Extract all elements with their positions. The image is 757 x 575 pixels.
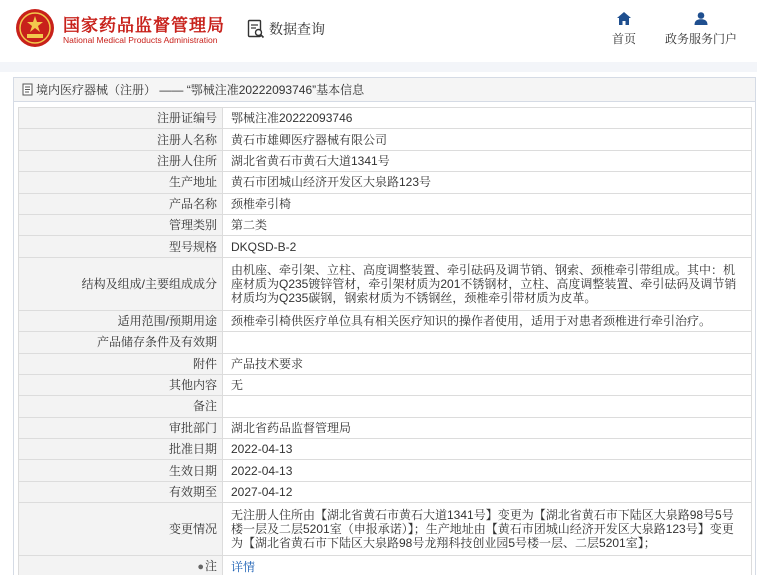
nav-home[interactable]	[604, 12, 644, 47]
field-label: 注册人住所	[19, 150, 223, 171]
user-icon	[694, 12, 708, 25]
field-value: DKQSD-B-2	[223, 236, 752, 257]
record-info-table	[18, 107, 752, 575]
field-value	[223, 332, 752, 353]
field-value: 无	[223, 374, 752, 395]
table-row	[19, 353, 752, 374]
field-label: 审批部门	[19, 417, 223, 438]
field-value: 2022-04-13	[223, 439, 752, 460]
header-divider	[0, 62, 757, 72]
field-label: 变更情况	[19, 503, 223, 556]
search-document-icon	[247, 19, 265, 39]
field-value: 产品技术要求	[223, 353, 752, 374]
breadcrumb-separator: ——	[159, 83, 184, 97]
table-row	[19, 193, 752, 214]
field-value: 湖北省药品监督管理局	[223, 417, 752, 438]
record-detail-panel	[13, 77, 756, 575]
field-label: 型号规格	[19, 236, 223, 257]
field-value: 2022-04-13	[223, 460, 752, 481]
field-label: 适用范围/预期用途	[19, 310, 223, 331]
field-value: 黄石市雄卿医疗器械有限公司	[223, 129, 752, 150]
document-icon	[22, 83, 34, 96]
field-label: 产品储存条件及有效期	[19, 332, 223, 353]
field-value: 颈椎牵引椅供医疗单位具有相关医疗知识的操作者使用，适用于对患者颈椎进行牵引治疗。	[223, 310, 752, 331]
table-row	[19, 396, 752, 417]
table-row	[19, 503, 752, 556]
field-value: 2027-04-12	[223, 481, 752, 502]
brand-name-en: National Medical Products Administration	[63, 35, 218, 45]
nav-service-portal[interactable]	[660, 12, 742, 47]
field-label: 附件	[19, 353, 223, 374]
field-label: 生效日期	[19, 460, 223, 481]
table-row	[19, 257, 752, 310]
nav-home-label: 首页	[611, 32, 636, 46]
table-row	[19, 236, 752, 257]
table-row	[19, 417, 752, 438]
nav-service-portal-label: 政务服务门户	[664, 32, 737, 46]
data-search-label: 数据查询	[269, 21, 325, 37]
site-header	[0, 0, 757, 62]
note-label-cell	[19, 556, 223, 575]
field-label: 有效期至	[19, 481, 223, 502]
table-row	[19, 108, 752, 129]
table-row	[19, 374, 752, 395]
table-row	[19, 439, 752, 460]
field-label: 结构及组成/主要组成成分	[19, 257, 223, 310]
table-row	[19, 172, 752, 193]
field-value	[223, 396, 752, 417]
brand-name-cn[interactable]: 国家药品监督管理局	[63, 16, 225, 35]
field-label: 备注	[19, 396, 223, 417]
table-row	[19, 150, 752, 171]
nmpa-emblem-logo[interactable]	[15, 8, 55, 48]
table-row	[19, 129, 752, 150]
field-value: 无注册人住所由【湖北省黄石市黄石大道1341号】变更为【湖北省黄石市下陆区大泉路98号5号楼一层及二层5201室（申报承诺）】；生产地址由【黄石市团城山经济开发区大泉路123号】变更为【湖北省黄石市下陆区大泉路98号龙翔科技创业园5号楼一层、二层5201室】；	[223, 503, 752, 556]
field-label: 批准日期	[19, 439, 223, 460]
breadcrumb	[14, 78, 755, 102]
breadcrumb-category[interactable]: 境内医疗器械（注册）	[36, 83, 157, 97]
field-label: 生产地址	[19, 172, 223, 193]
home-icon	[617, 12, 631, 25]
field-value: 由机座、牵引架、立柱、高度调整装置、牵引砝码及调节销、钢索、颈椎牵引带组成。其中：机座材质为Q235镀锌管材，牵引架材质为201不锈钢材，立柱、高度调整装置、牵引砝码及调节销材质均为Q235碳钢，钢索材质为不锈钢丝，颈椎牵引带材质为皮革。	[223, 257, 752, 310]
field-value: 第二类	[223, 214, 752, 235]
field-label: 注册证编号	[19, 108, 223, 129]
field-value: 湖北省黄石市黄石大道1341号	[223, 150, 752, 171]
table-row	[19, 556, 752, 575]
lightbulb-icon: ●	[197, 561, 204, 574]
field-label: 注	[204, 559, 217, 574]
table-row	[19, 481, 752, 502]
field-value: 鄂械注准20222093746	[223, 108, 752, 129]
breadcrumb-subject: “鄂械注准20222093746”基本信息	[186, 83, 365, 97]
field-label: 注册人名称	[19, 129, 223, 150]
table-row	[19, 460, 752, 481]
field-value: 颈椎牵引椅	[223, 193, 752, 214]
field-value-cell	[223, 556, 752, 575]
table-row	[19, 310, 752, 331]
field-label: 管理类别	[19, 214, 223, 235]
data-search-link[interactable]	[247, 18, 325, 40]
table-row	[19, 214, 752, 235]
field-value: 黄石市团城山经济开发区大泉路123号	[223, 172, 752, 193]
field-label: 其他内容	[19, 374, 223, 395]
field-label: 产品名称	[19, 193, 223, 214]
table-row	[19, 332, 752, 353]
detail-link[interactable]: 详情	[231, 559, 256, 574]
